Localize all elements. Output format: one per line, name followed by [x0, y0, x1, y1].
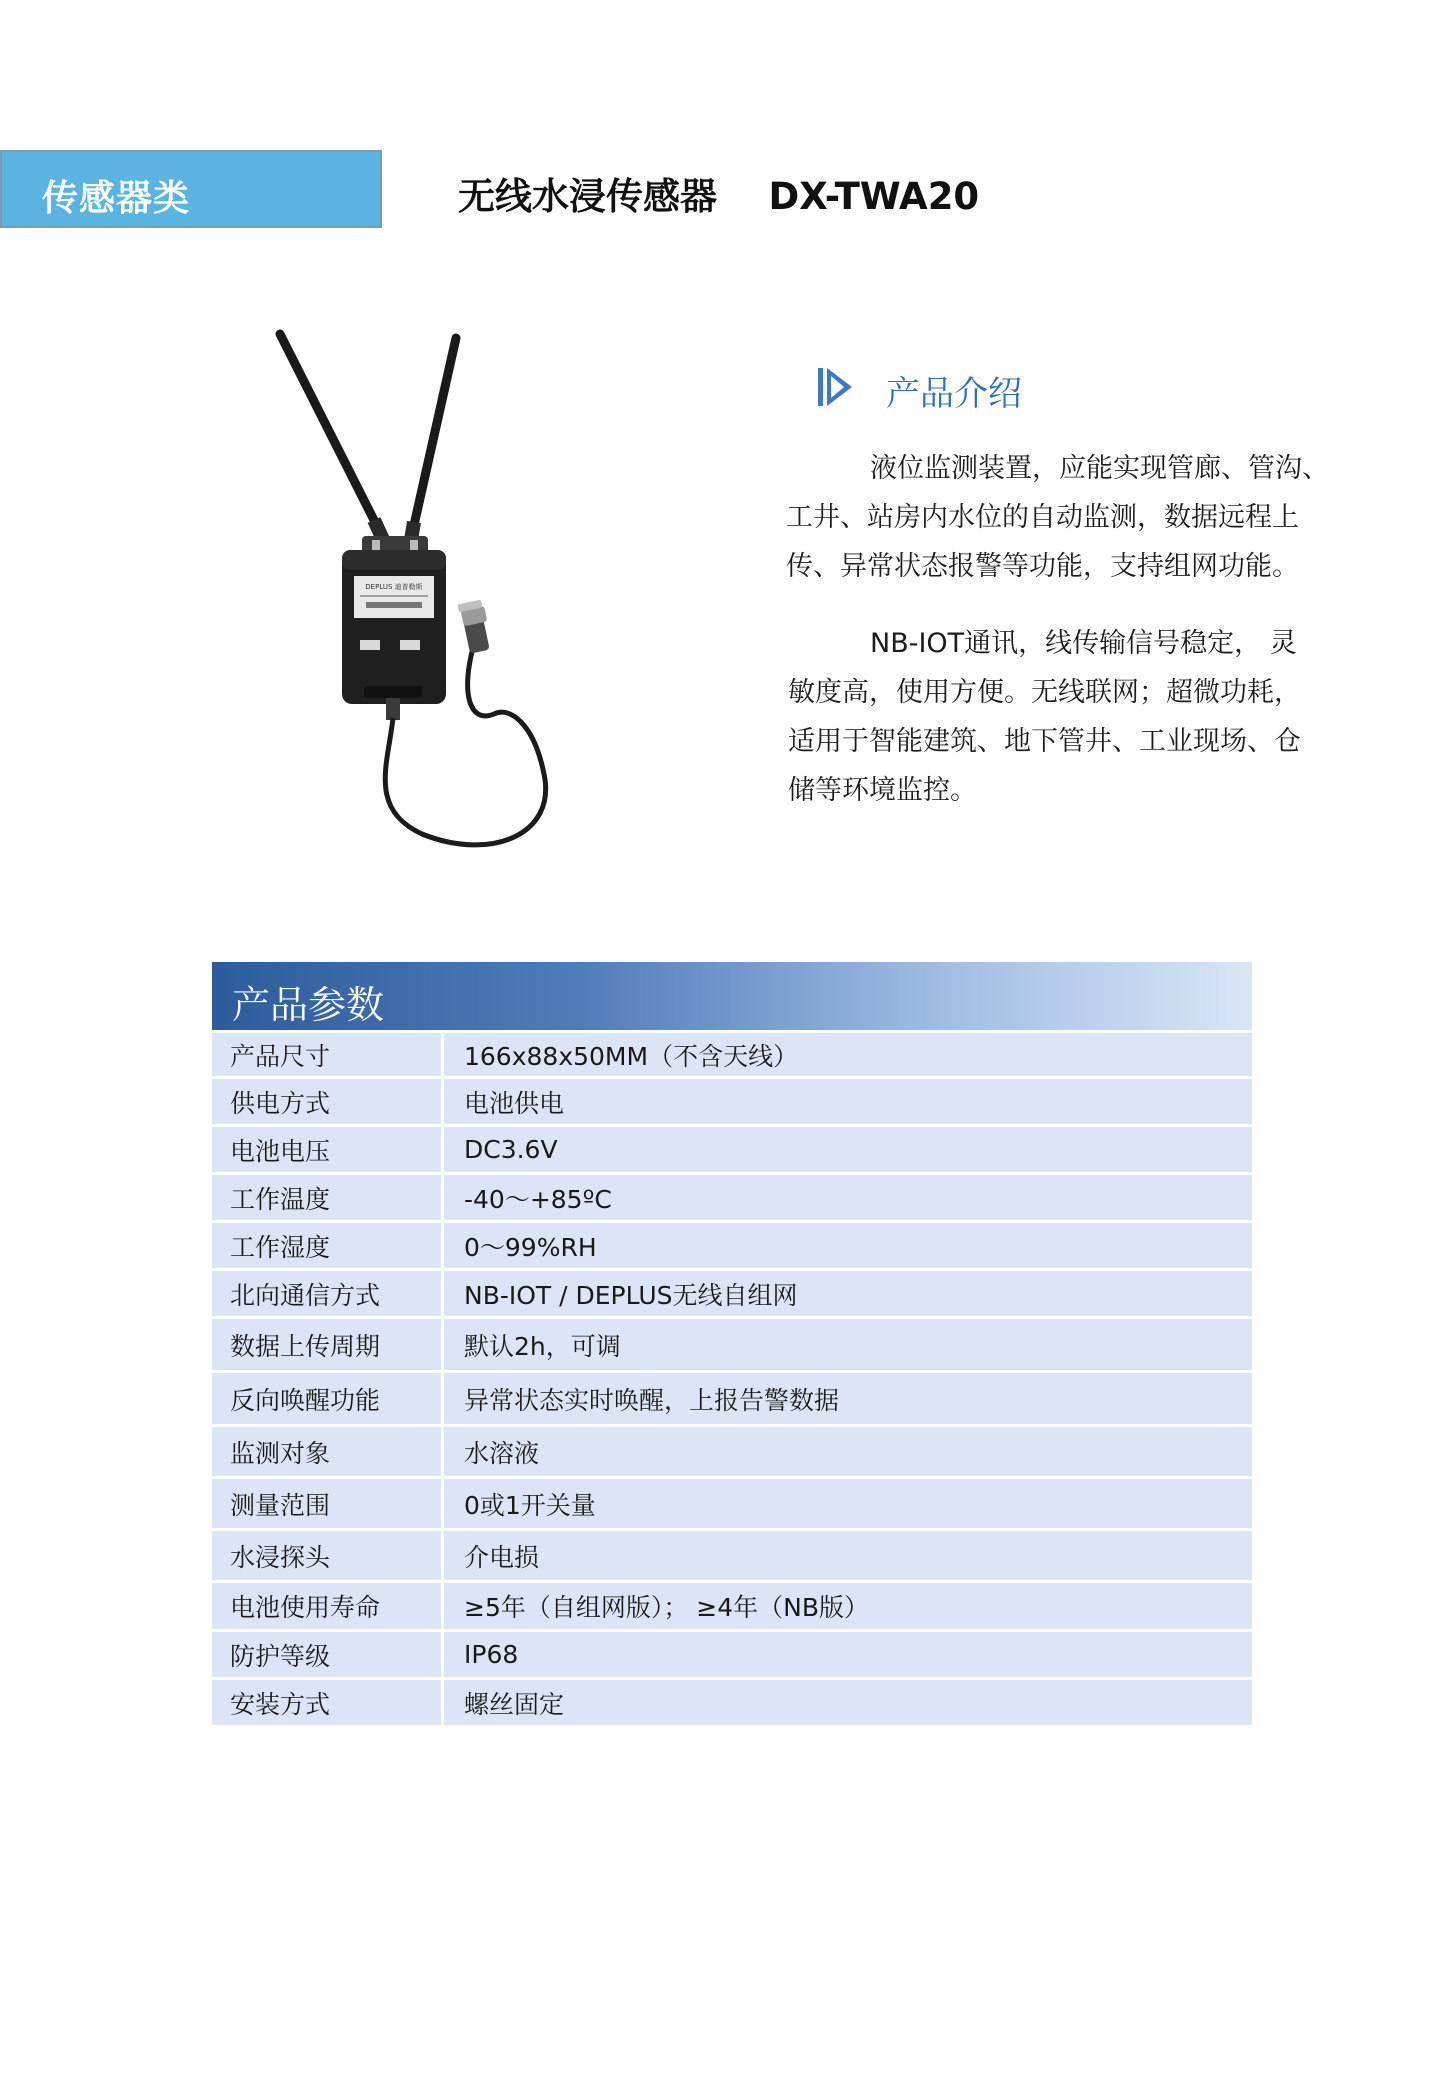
spec-key: 反向唤醒功能 [212, 1373, 444, 1424]
spec-key: 电池使用寿命 [212, 1583, 444, 1629]
spec-value: 0或1开关量 [464, 1490, 596, 1520]
spec-key: 供电方式 [212, 1079, 444, 1124]
intro-label: 产品介绍 [886, 374, 1022, 414]
device-label: DEPLUS 迪普勒斯 [365, 583, 423, 591]
spec-key: 安装方式 [212, 1680, 444, 1725]
spec-key: 产品尺寸 [212, 1033, 444, 1076]
table-row [212, 1268, 1252, 1316]
spec-value: 异常状态实时唤醒，上报告警数据 [464, 1385, 840, 1415]
table-row [212, 1476, 1252, 1528]
spec-key: 数据上传周期 [212, 1319, 444, 1370]
play-arrow-icon [816, 364, 856, 410]
spec-key: 水浸探头 [212, 1531, 444, 1580]
text-line: 工井、站房内水位的自动监测，数据远程上 [786, 502, 1299, 533]
text-line: 适用于智能建筑、地下管井、工业现场、仓 [788, 726, 1301, 757]
spec-value: ≥5年（自组网版）； ≥4年（NB版） [464, 1593, 870, 1622]
device-body [342, 550, 446, 704]
table-row [212, 1220, 1252, 1268]
text-line: 液位监测装置，应能实现管廊、管沟、 [870, 453, 1329, 484]
spec-value: 螺丝固定 [464, 1689, 565, 1719]
product-photo [262, 314, 632, 864]
intro-paragraph-1 [786, 444, 1329, 591]
spec-key: 北向通信方式 [212, 1271, 444, 1316]
table-row [212, 1124, 1252, 1172]
table-row [212, 1030, 1252, 1076]
text-line: 敏度高，使用方便。无线联网；超微功耗， [788, 677, 1301, 708]
water-probe [457, 600, 489, 654]
spec-value: NB-IOT / DEPLUS无线自组网 [464, 1280, 798, 1310]
spec-value: 水溶液 [464, 1438, 540, 1468]
spec-value: 介电损 [464, 1542, 540, 1572]
spec-table-header [212, 962, 1252, 1030]
text-line: NB-IOT通讯，线传输信号稳定， 灵 [870, 628, 1297, 659]
table-row [212, 1629, 1252, 1677]
spec-value: IP68 [464, 1640, 519, 1669]
spec-table-title: 产品参数 [232, 983, 385, 1027]
text-line: 传、异常状态报警等功能，支持组网功能。 [786, 551, 1299, 582]
spec-key: 防护等级 [212, 1632, 444, 1677]
spec-key: 测量范围 [212, 1479, 444, 1528]
spec-value: 默认2h，可调 [464, 1331, 621, 1361]
table-row [212, 1677, 1252, 1725]
table-row [212, 1172, 1252, 1220]
category-tab [0, 150, 382, 228]
table-row [212, 1580, 1252, 1629]
intro-paragraph-2 [788, 619, 1301, 815]
table-row [212, 1424, 1252, 1476]
category-label: 传感器类 [42, 178, 191, 219]
table-row [212, 1316, 1252, 1370]
spec-key: 工作温度 [212, 1175, 444, 1220]
spec-key: 工作湿度 [212, 1223, 444, 1268]
left-antenna [280, 334, 386, 546]
text-line: 储等环境监控。 [788, 775, 977, 806]
spec-table [212, 962, 1252, 1725]
product-title: 无线水浸传感器 DX-TWA20 [458, 175, 980, 218]
right-antenna [410, 338, 456, 546]
spec-value: 0～99%RH [464, 1232, 597, 1262]
table-row [212, 1076, 1252, 1124]
spec-value: -40～+85ºC [464, 1184, 612, 1214]
table-row [212, 1528, 1252, 1580]
table-row [212, 1370, 1252, 1424]
spec-key: 监测对象 [212, 1427, 444, 1476]
spec-value: 166x88x50MM（不含天线） [464, 1041, 799, 1071]
spec-key: 电池电压 [212, 1127, 444, 1172]
spec-value: 电池供电 [464, 1088, 565, 1118]
spec-value: DC3.6V [464, 1135, 558, 1164]
